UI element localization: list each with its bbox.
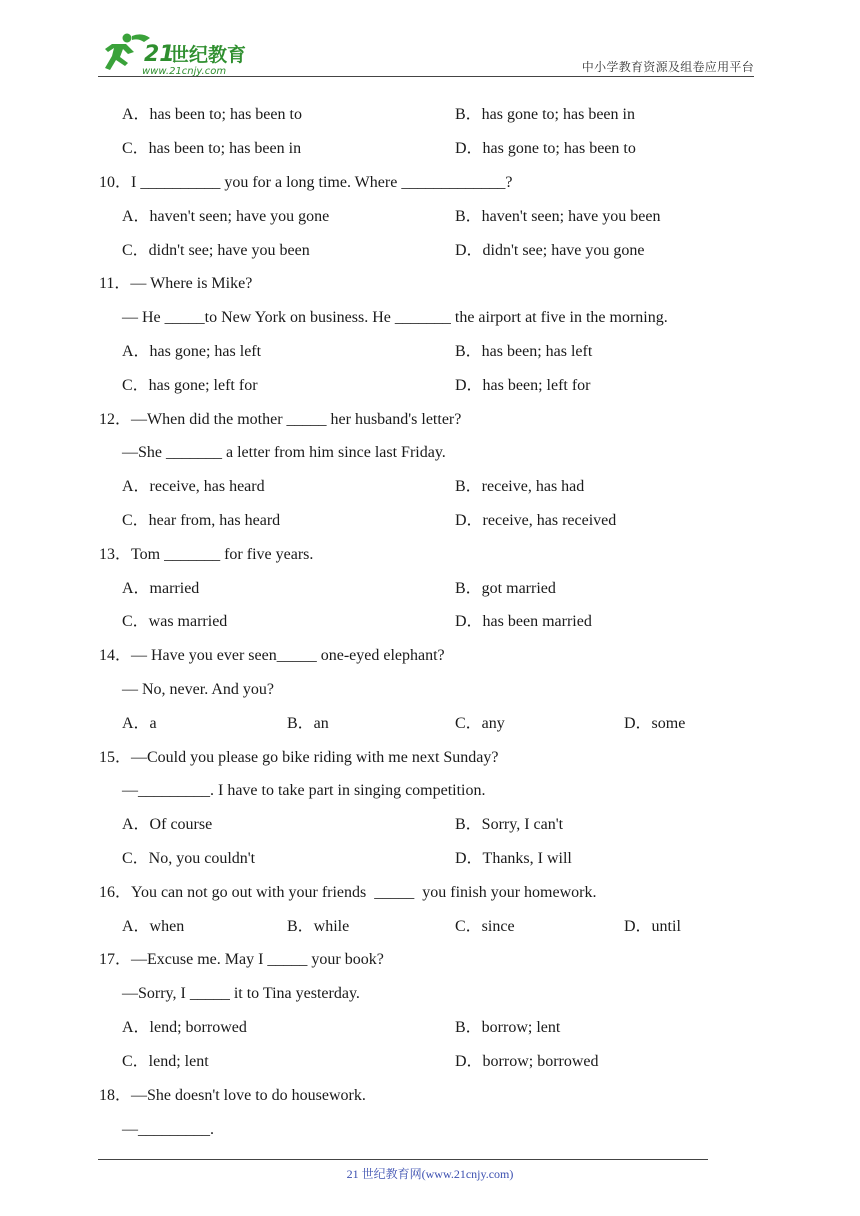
question-dialogue: — No, never. And you?: [122, 681, 274, 698]
option-text: B．while: [287, 918, 350, 935]
option-text: B．got married: [455, 580, 556, 597]
option-text: C．since: [455, 918, 515, 935]
option-text: D．has gone to; has been to: [455, 140, 636, 157]
question-stem: 17．—Excuse me. May I _____ your book?: [99, 951, 384, 968]
option-text: A．a: [122, 715, 157, 732]
option-text: D．some: [624, 715, 686, 732]
option-text: C．No, you couldn't: [122, 850, 256, 867]
question-stem: 11．— Where is Mike?: [99, 275, 253, 292]
site-logo: [92, 30, 262, 78]
option-text: C．was married: [122, 613, 228, 630]
question-dialogue: —She _______ a letter from him since last Friday.: [122, 444, 446, 461]
svg-text:21: 21: [144, 42, 175, 67]
option-text: C．lend; lent: [122, 1053, 209, 1070]
option-text: B．borrow; lent: [455, 1019, 561, 1036]
question-stem: 15．—Could you please go bike riding with me next Sunday?: [99, 749, 499, 766]
option-text: D．receive, has received: [455, 512, 617, 529]
option-text: A．married: [122, 580, 200, 597]
question-stem: 10．I __________ you for a long time. Where _____________?: [99, 174, 513, 191]
option-text: A．when: [122, 918, 185, 935]
option-text: B．Sorry, I can't: [455, 816, 564, 833]
option-text: C．any: [455, 715, 505, 732]
option-text: A．has gone; has left: [122, 343, 262, 360]
page-header: [0, 0, 860, 80]
option-text: C．has gone; left for: [122, 377, 258, 394]
header-divider: [98, 76, 754, 77]
question-dialogue: —Sorry, I _____ it to Tina yesterday.: [122, 985, 360, 1002]
option-text: A．lend; borrowed: [122, 1019, 247, 1036]
option-text: C．hear from, has heard: [122, 512, 281, 529]
option-text: D．borrow; borrowed: [455, 1053, 599, 1070]
option-text: B．has gone to; has been in: [455, 106, 635, 123]
option-text: D．Thanks, I will: [455, 850, 572, 867]
option-text: A．has been to; has been to: [122, 106, 302, 123]
svg-text:世纪教育: 世纪教育: [170, 44, 247, 66]
option-text: D．has been married: [455, 613, 592, 630]
option-text: A．receive, has heard: [122, 478, 265, 495]
footer-divider: [98, 1159, 708, 1160]
option-text: D．until: [624, 918, 681, 935]
footer-source-link[interactable]: 21 世纪教育网(www.21cnjy.com): [346, 1167, 514, 1181]
question-dialogue: — He _____to New York on business. He _______ the airport at five in the morning.: [122, 309, 668, 326]
option-text: C．didn't see; have you been: [122, 242, 310, 259]
question-stem: 12．—When did the mother _____ her husband's letter?: [99, 411, 462, 428]
question-dialogue: —_________. I have to take part in singing competition.: [122, 782, 486, 799]
question-stem: 14．— Have you ever seen_____ one-eyed elephant?: [99, 647, 445, 664]
option-text: B．haven't seen; have you been: [455, 208, 661, 225]
option-text: C．has been to; has been in: [122, 140, 302, 157]
question-stem: 13．Tom _______ for five years.: [99, 546, 314, 563]
question-dialogue: —_________.: [122, 1121, 214, 1138]
option-text: D．has been; left for: [455, 377, 591, 394]
option-text: B．receive, has had: [455, 478, 585, 495]
option-text: D．didn't see; have you gone: [455, 242, 645, 259]
option-text: A．haven't seen; have you gone: [122, 208, 330, 225]
option-text: B．has been; has left: [455, 343, 593, 360]
header-platform-text: 中小学教育资源及组卷应用平台: [581, 60, 754, 74]
question-stem: 18．—She doesn't love to do housework.: [99, 1087, 366, 1104]
svg-text:www.21cnjy.com: www.21cnjy.com: [142, 66, 227, 77]
option-text: A．Of course: [122, 816, 213, 833]
question-stem: 16．You can not go out with your friends _____ you finish your homework.: [99, 884, 597, 901]
option-text: B．an: [287, 715, 329, 732]
